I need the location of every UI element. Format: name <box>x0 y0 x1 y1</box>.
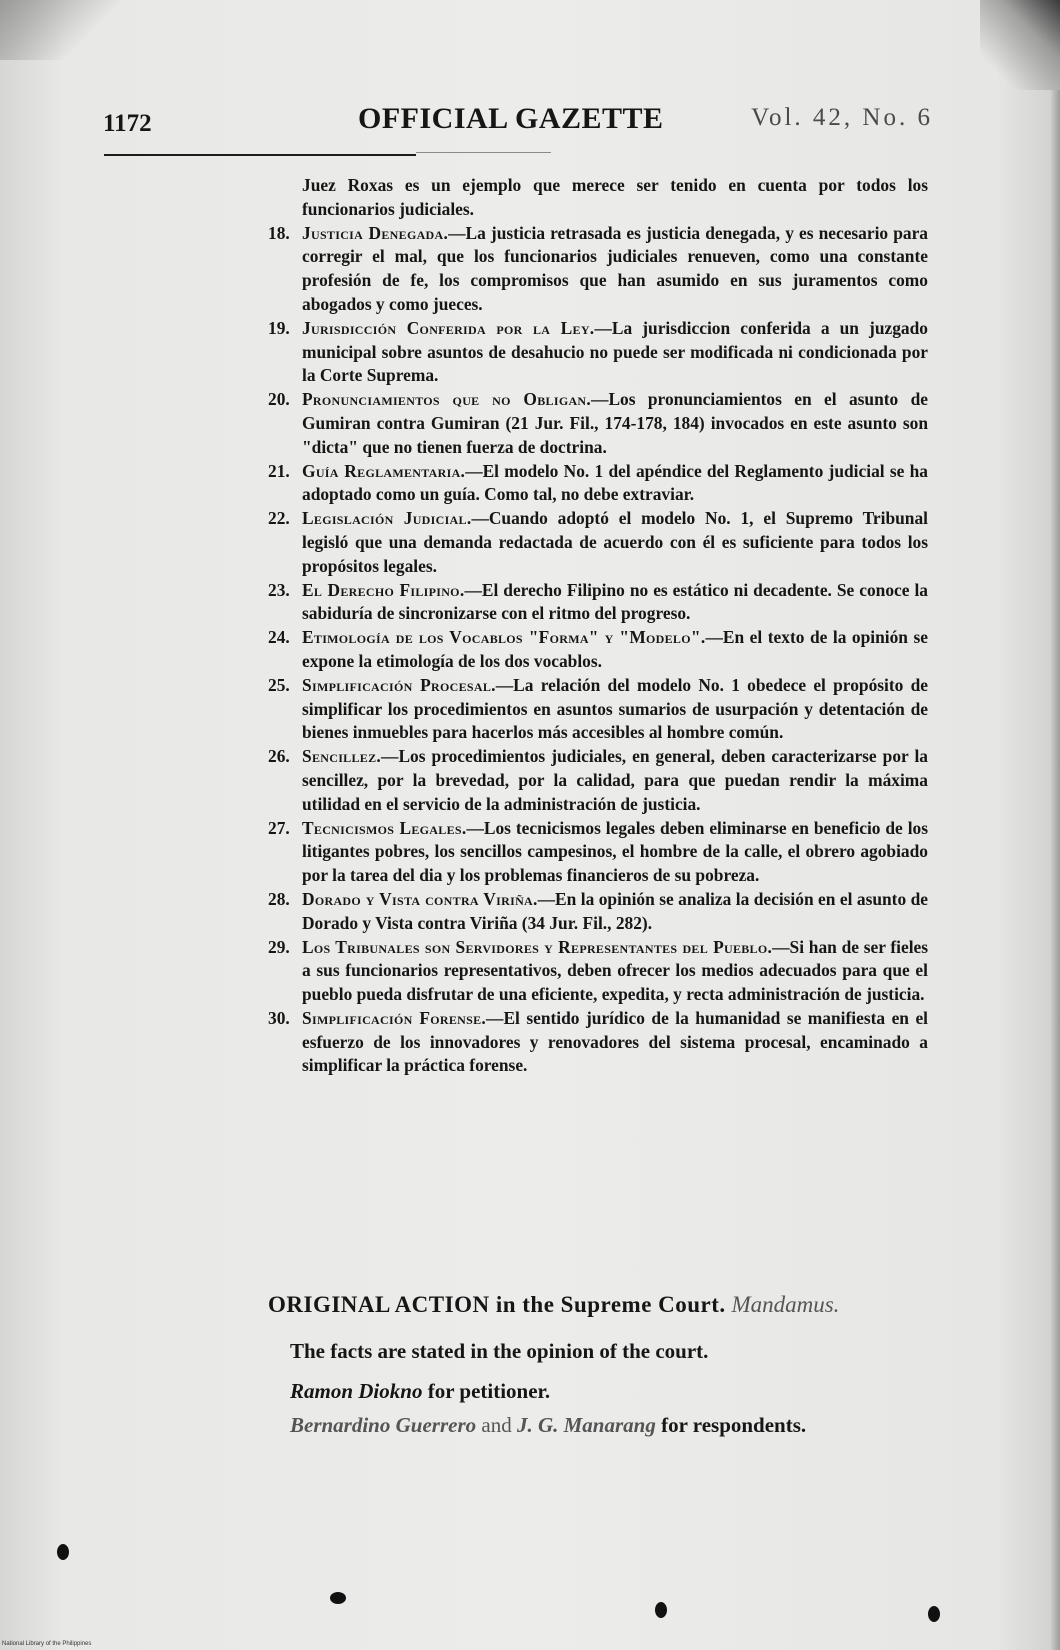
header-rule-faint <box>416 152 551 153</box>
syllabus-item-number: 29. <box>268 936 290 957</box>
respondents-role: for respondents. <box>661 1413 807 1437</box>
syllabus-item <box>268 222 928 317</box>
syllabus-item-text: —Cuando adoptó el modelo No. 1, el Supremo Tribunal legisló que una demanda redactada de acuerdo con él es suficiente para todos los propósitos legales. <box>302 508 928 576</box>
syllabus-item-text: —Los procedimientos judiciales, en general, deben caracterizarse por la sencillez, por la brevedad, por la calidad, para que puedan rendir la máxima utilidad en el servicio de la administración de justicia. <box>302 746 928 814</box>
syllabus-item-heading: El Derecho Filipino. <box>302 579 465 600</box>
syllabus-item-number: 22. <box>268 508 290 529</box>
petitioner-role: for petitioner. <box>427 1379 551 1403</box>
syllabus-item <box>268 460 928 508</box>
syllabus-item-text: —La justicia retrasada es justicia denegada, y es necesario para corregir el mal, que los funcionarios judiciales renueven, como una constante profesión de fe, los compromisos que han asumido en sus juramentos como abogados y como jueces. <box>302 222 929 314</box>
syllabus-item-heading: Pronunciamientos que no Obligan. <box>302 389 592 410</box>
page-number: 1172 <box>103 110 152 137</box>
syllabus-item-heading: Justicia Denegada. <box>302 222 449 243</box>
syllabus-item-heading: Jurisdicción Conferida por la Ley. <box>302 317 595 338</box>
original-action-line <box>268 1291 928 1319</box>
syllabus-item-heading: Los Tribunales son Servidores y Representantes del Pueblo. <box>302 936 773 957</box>
scan-shadow-right-edge <box>1050 90 1060 1650</box>
syllabus-item <box>268 626 928 674</box>
syllabus-item <box>268 674 928 745</box>
syllabus-item-heading: Tecnicismos Legales. <box>302 817 467 838</box>
header-rule <box>104 154 416 156</box>
petitioner-name: Ramon Diokno <box>290 1379 423 1403</box>
syllabus-item-heading: Sencillez. <box>302 746 382 767</box>
syllabus-item-number: 23. <box>268 579 290 600</box>
syllabus-item-text: —Si han de ser fieles a sus funcionarios representativos, deben ofrecer los medios adecuados para que el pueblo pueda disfrutar de una eficiente, expedita, y recta administración de justicia. <box>302 936 929 1005</box>
syllabus-item-heading: Guía Reglamentaria. <box>302 460 466 481</box>
scan-speck <box>655 1602 667 1618</box>
action-type: Mandamus. <box>731 1292 840 1317</box>
syllabus-item-heading: Dorado y Vista contra Viriña. <box>302 888 538 909</box>
syllabus-list <box>268 174 928 1078</box>
syllabus-item-heading: Simplificación Forense. <box>302 1007 487 1028</box>
syllabus-item-text: —En el texto de la opinión se expone la etimología de los dos vocablos. <box>302 627 928 671</box>
syllabus-item-number: 28. <box>268 888 290 909</box>
syllabus-item-text: —La relación del modelo No. 1 obedece el propósito de simplificar los procedimientos en asuntos sumarios de usurpación y detentación de bienes inmuebles para hacerlos más accesibles al hombre común. <box>302 674 928 743</box>
syllabus-item-number: 19. <box>268 317 290 338</box>
scan-shadow-top-right <box>980 0 1060 90</box>
syllabus-item <box>268 507 928 578</box>
syllabus-item-text: —Los pronunciamientos en el asunto de Gumiran contra Gumiran (21 Jur. Fil., 174-178, 184) invocados en este asunto son "dicta" que no tienen fuerza de doctrina. <box>302 389 929 457</box>
scan-speck <box>330 1592 346 1604</box>
syllabus-item-text: —El sentido jurídico de la humanidad se manifiesta en el esfuerzo de los innovadores y renovadores del sistema procesal, encaminado a simplificar la práctica forense. <box>302 1007 928 1076</box>
respondent-and: and <box>481 1413 512 1437</box>
original-action: ORIGINAL ACTION in the Supreme Court. <box>268 1292 726 1317</box>
volume-number: Vol. 42, No. 6 <box>751 104 933 131</box>
page-header <box>103 102 933 142</box>
syllabus-item-number: 25. <box>268 674 290 695</box>
syllabus-item-text: —Los tecnicismos legales deben eliminarse en beneficio de los litigantes pobres, los sencillos campesinos, el hombre de la calle, el obrero agobiado por la tarea del dia y los problemas financieros de su pobreza. <box>302 817 928 886</box>
syllabus-item <box>268 388 928 459</box>
syllabus-item-number: 21. <box>268 460 290 481</box>
syllabus-item <box>268 317 928 388</box>
syllabus-item <box>268 1007 928 1078</box>
gazette-title: OFFICIAL GAZETTE <box>358 102 664 135</box>
syllabus-item-text: —En la opinión se analiza la decisión en el asunto de Dorado y Vista contra Viriña (34 Jur. Fil., 282). <box>302 888 929 933</box>
respondent-counsel-1: Bernardino Guerrero <box>290 1413 477 1437</box>
scan-footer-note: National Library of the Philippines <box>2 1641 92 1647</box>
facts-statement: The facts are stated in the opinion of the court. <box>290 1339 709 1363</box>
syllabus-item-text: —El derecho Filipino no es estático ni decadente. Se conoce la sabiduría de sincronizarse con el ritmo del progreso. <box>302 579 928 624</box>
syllabus-item-heading: Simplificación Procesal. <box>302 674 496 695</box>
respondents-counsel <box>268 1411 950 1439</box>
syllabus-item-number: 18. <box>268 222 290 243</box>
syllabus-item-text: —El modelo No. 1 del apéndice del Reglamento judicial se ha adoptado como un guía. Como tal, no debe extraviar. <box>302 460 928 505</box>
syllabus-item-number: 30. <box>268 1007 290 1028</box>
scan-speck <box>57 1544 69 1560</box>
syllabus-item-heading: Legislación Judicial. <box>302 508 472 529</box>
syllabus-item <box>268 579 928 627</box>
syllabus-item <box>268 745 928 816</box>
syllabus-item-number: 26. <box>268 746 290 767</box>
syllabus-item-heading: Etimología de los Vocablos "Forma" y "Modelo". <box>302 627 706 648</box>
syllabus-continuation: Juez Roxas es un ejemplo que merece ser tenido en cuenta por todos los funcionarios judiciales. <box>302 175 928 219</box>
syllabus-item <box>268 817 928 888</box>
syllabus-item-text: —La jurisdiccion conferida a un juzgado municipal sobre asuntos de desahucio no puede ser modificada ni condicionada por la Corte Suprema. <box>302 317 928 386</box>
petitioner-counsel <box>268 1377 950 1405</box>
syllabus-item <box>268 888 928 936</box>
respondent-counsel-2: J. G. Manarang <box>516 1413 656 1437</box>
scan-speck <box>928 1606 940 1622</box>
syllabus-item-number: 27. <box>268 817 290 838</box>
syllabus-item-number: 20. <box>268 389 290 410</box>
scan-shadow-top-left <box>0 0 120 60</box>
syllabus-item <box>268 936 928 1007</box>
syllabus-item-number: 24. <box>268 627 290 648</box>
